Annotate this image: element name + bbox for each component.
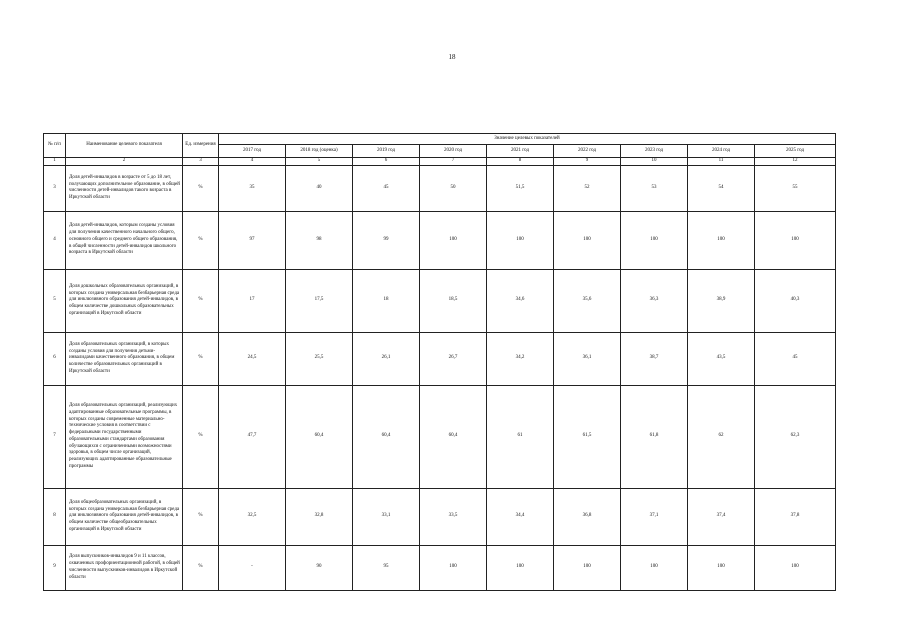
table-row [44,488,836,545]
value-cell: 51,5 [487,165,554,211]
value-cell: 38,7 [621,332,688,385]
header-year: 2017 год [219,145,286,158]
value-cell: 45 [755,332,836,385]
value-cell: 61,8 [621,385,688,488]
value-cell: 25,5 [286,332,353,385]
table-row [44,165,836,211]
column-number: 2 [66,158,183,166]
header-year: 2021 год [487,145,554,158]
table-row [44,211,836,269]
indicator-unit: % [183,269,219,332]
row-num: 9 [44,545,66,590]
indicator-unit: % [183,385,219,488]
header-year: 2025 год [755,145,836,158]
value-cell: 100 [554,211,621,269]
value-cell: 100 [755,211,836,269]
header-name: Наименование целевого показателя [66,134,183,158]
header-year: 2023 год [621,145,688,158]
value-cell: 61 [487,385,554,488]
value-cell: 100 [755,545,836,590]
table-row [44,545,836,590]
indicator-unit: % [183,332,219,385]
table-row [44,269,836,332]
row-num: 4 [44,211,66,269]
value-cell: 47,7 [219,385,286,488]
column-numbers-row [44,158,836,166]
page-number: 18 [448,53,456,61]
value-cell: 17,5 [286,269,353,332]
value-cell: 24,5 [219,332,286,385]
indicators-table [43,133,836,591]
value-cell: 45 [353,165,420,211]
value-cell: 37,8 [755,488,836,545]
value-cell: 50 [420,165,487,211]
header-year: 2022 год [554,145,621,158]
column-number: 12 [755,158,836,166]
value-cell: 100 [420,545,487,590]
value-cell: 100 [487,211,554,269]
header-year: 2019 год [353,145,420,158]
column-number: 10 [621,158,688,166]
value-cell: 100 [688,545,755,590]
value-cell: 37,4 [688,488,755,545]
value-cell: 100 [554,545,621,590]
value-cell: 90 [286,545,353,590]
value-cell: 52 [554,165,621,211]
table-row [44,385,836,488]
indicator-unit: % [183,545,219,590]
value-cell: 40,3 [755,269,836,332]
row-num: 7 [44,385,66,488]
value-cell: 35,6 [554,269,621,332]
header-year: 2018 год (оценка) [286,145,353,158]
indicator-name: Доля дошкольных образовательных организаций, в которых создана универсальная безбарьерная среда для инклюзивного образования детей-инвалидов, в общем количестве дошкольных образовательных организаций в Иркутской области [66,269,183,332]
value-cell: 32,5 [219,488,286,545]
indicator-name: Доля образовательных организаций, реализующих адаптированные образовательные программы, в которых созданы современные материально-технические условия в соответствии с федеральными государственными образовательными стандартами образования обучающихся с ограниченными возможностями здоровья, в общем числе организаций, реализующих адаптированные образовательные программы [66,385,183,488]
row-num: 3 [44,165,66,211]
indicator-name: Доля общеобразовательных организаций, в которых создана универсальная безбарьерная среда для инклюзивного образования детей-инвалидов, в общем количестве общеобразовательных организаций в Иркутской области [66,488,183,545]
value-cell: 37,1 [621,488,688,545]
value-cell: 43,5 [688,332,755,385]
value-cell: 97 [219,211,286,269]
value-cell: 38,9 [688,269,755,332]
indicator-name: Доля образовательных организаций, в которых созданы условия для получения детьми-инвалидами качественного образования, в общем количестве образовательных организаций в Иркутской области [66,332,183,385]
header-num: № п/п [44,134,66,158]
value-cell: 54 [688,165,755,211]
header-unit: Ед. измерения [183,134,219,158]
column-number: 3 [183,158,219,166]
value-cell: 34,2 [487,332,554,385]
value-cell: 62 [688,385,755,488]
value-cell: 100 [688,211,755,269]
value-cell: 36,1 [554,332,621,385]
row-num: 6 [44,332,66,385]
value-cell: 99 [353,211,420,269]
value-cell: 62,3 [755,385,836,488]
value-cell: 26,1 [353,332,420,385]
column-number: 7 [420,158,487,166]
indicator-unit: % [183,488,219,545]
column-number: 11 [688,158,755,166]
value-cell: 40 [286,165,353,211]
value-cell: 34,4 [487,488,554,545]
value-cell: 100 [621,211,688,269]
value-cell: 98 [286,211,353,269]
value-cell: 55 [755,165,836,211]
indicator-name: Доля детей-инвалидов, которым созданы условия для получения качественного начального общего, основного общего и среднего общего образования, в общей численности детей-инвалидов школьного возраста в Иркутской области [66,211,183,269]
value-cell: 100 [420,211,487,269]
value-cell: 26,7 [420,332,487,385]
value-cell: 61,5 [554,385,621,488]
value-cell: 60,4 [420,385,487,488]
value-cell: 100 [487,545,554,590]
value-cell: 33,1 [353,488,420,545]
value-cell: 95 [353,545,420,590]
header-year: 2020 год [420,145,487,158]
value-cell: 35 [219,165,286,211]
value-cell: 53 [621,165,688,211]
row-num: 5 [44,269,66,332]
indicator-name: Доля детей-инвалидов в возрасте от 5 до 18 лет, получающих дополнительное образование, в общей численности детей-инвалидов такого возраста в Иркутской области [66,165,183,211]
table-row [44,332,836,385]
value-cell: 100 [621,545,688,590]
header-year: 2024 год [688,145,755,158]
value-cell: 32,8 [286,488,353,545]
value-cell: 17 [219,269,286,332]
column-number: 8 [487,158,554,166]
row-num: 8 [44,488,66,545]
indicator-name: Доля выпускников-инвалидов 9 и 11 классов, охваченных профориентационной работой, в общей численности выпускников-инвалидов в Иркутской области [66,545,183,590]
value-cell: 36,8 [554,488,621,545]
column-number: 5 [286,158,353,166]
value-cell: 18,5 [420,269,487,332]
indicator-unit: % [183,165,219,211]
value-cell: 18 [353,269,420,332]
value-cell: 60,4 [286,385,353,488]
column-number: 9 [554,158,621,166]
column-number: 4 [219,158,286,166]
value-cell: 33,5 [420,488,487,545]
indicator-unit: % [183,211,219,269]
column-number: 6 [353,158,420,166]
value-cell: 36,3 [621,269,688,332]
column-number: 1 [44,158,66,166]
header-values-title: Значение целевых показателей [219,134,836,145]
value-cell: 60,4 [353,385,420,488]
value-cell: - [219,545,286,590]
value-cell: 34,6 [487,269,554,332]
